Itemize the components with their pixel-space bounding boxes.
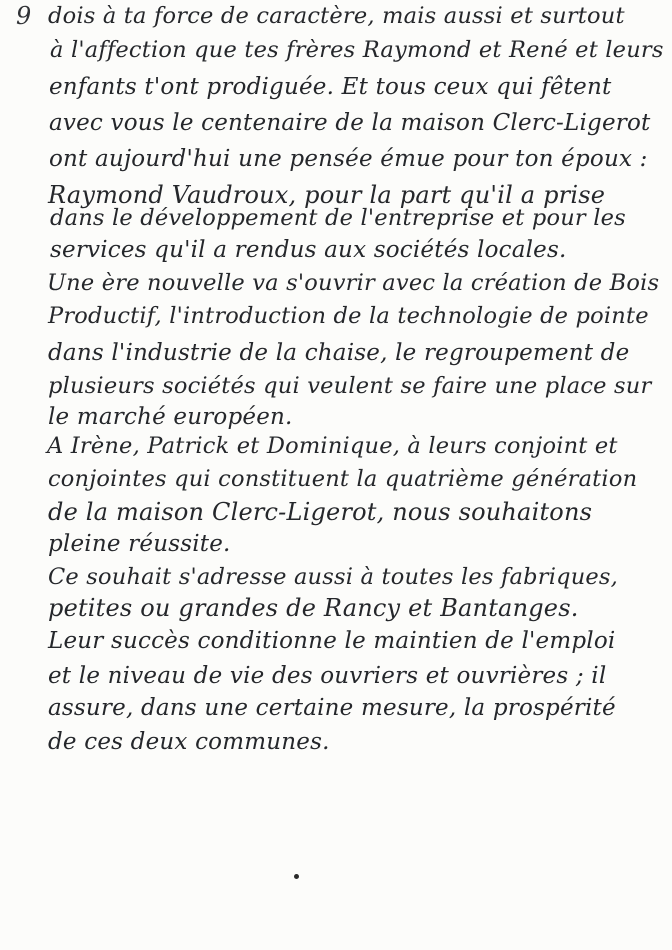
text-line: de ces deux communes. — [48, 729, 330, 755]
text-line: le marché européen. — [48, 404, 293, 430]
text-line: Productif, l'introduction de la technologie de pointe — [48, 303, 649, 329]
text-line: dois à ta force de caractère, mais aussi et surtout — [48, 3, 625, 29]
text-line: Raymond Vaudroux, pour la part qu'il a prise — [48, 181, 606, 209]
text-line: pleine réussite. — [48, 531, 231, 557]
text-line: dans le développement de l'entreprise et pour les — [50, 205, 626, 231]
text-line: ont aujourd'hui une pensée émue pour ton époux : — [49, 146, 648, 172]
text-line: petites ou grandes de Rancy et Bantanges. — [48, 594, 579, 622]
text-line: Leur succès conditionne le maintien de l'emploi — [48, 628, 616, 654]
text-line: conjointes qui constituent la quatrième génération — [48, 466, 638, 492]
text-line: Une ère nouvelle va s'ouvrir avec la création de Bois — [47, 270, 660, 296]
text-line: dans l'industrie de la chaise, le regroupement de — [48, 340, 630, 366]
text-line: et le niveau de vie des ouvriers et ouvrières ; il — [48, 663, 607, 689]
text-line: assure, dans une certaine mesure, la prospérité — [48, 695, 616, 721]
text-line: de la maison Clerc-Ligerot, nous souhaitons — [48, 498, 593, 526]
text-line: services qu'il a rendus aux sociétés locales. — [50, 237, 567, 263]
text-line: enfants t'ont prodiguée. Et tous ceux qui fêtent — [49, 74, 612, 100]
ink-dot — [294, 874, 299, 879]
text-line: Ce souhait s'adresse aussi à toutes les fabriques, — [48, 564, 619, 590]
page-number: 9 — [16, 2, 32, 30]
text-line: avec vous le centenaire de la maison Clerc-Ligerot — [49, 110, 651, 136]
text-line: plusieurs sociétés qui veulent se faire une place sur — [48, 373, 652, 399]
text-line: à l'affection que tes frères Raymond et René et leurs — [50, 37, 664, 63]
text-line: A Irène, Patrick et Dominique, à leurs conjoint et — [47, 433, 618, 459]
